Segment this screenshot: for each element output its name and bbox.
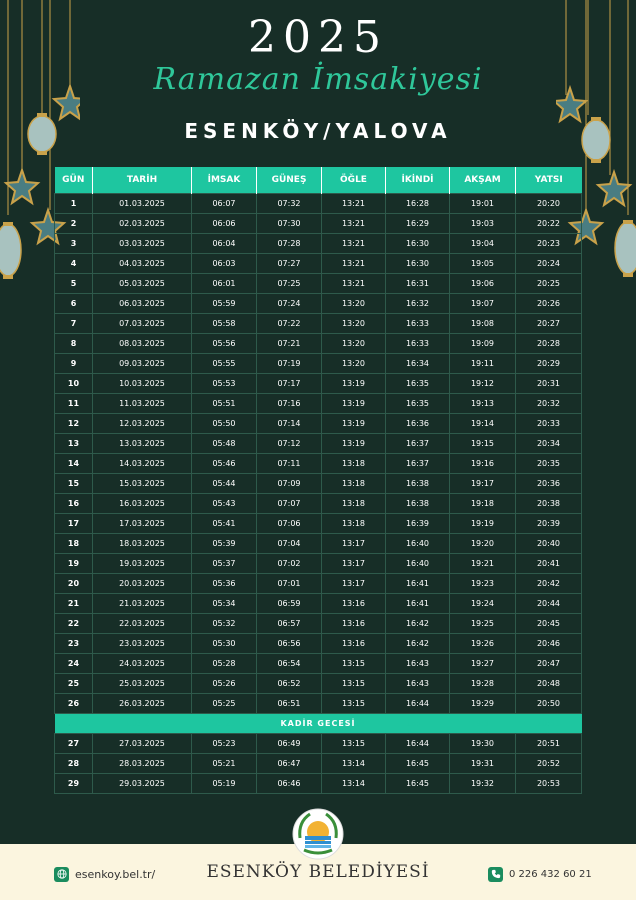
cell-gunes: 06:49 (257, 734, 322, 754)
cell-gun: 23 (55, 634, 93, 654)
cell-ikindi: 16:35 (386, 394, 450, 414)
cell-ogle: 13:15 (322, 654, 386, 674)
cell-yatsi: 20:39 (516, 514, 582, 534)
cell-ogle: 13:18 (322, 514, 386, 534)
cell-gun: 9 (55, 354, 93, 374)
cell-ikindi: 16:29 (386, 214, 450, 234)
table-row (55, 374, 582, 394)
cell-ogle: 13:16 (322, 634, 386, 654)
cell-gun: 7 (55, 314, 93, 334)
cell-aksam: 19:32 (450, 774, 516, 794)
cell-aksam: 19:16 (450, 454, 516, 474)
column-header-gunes: GÜNEŞ (257, 167, 322, 194)
cell-gunes: 07:22 (257, 314, 322, 334)
cell-ogle: 13:18 (322, 454, 386, 474)
cell-gunes: 07:09 (257, 474, 322, 494)
cell-ikindi: 16:33 (386, 314, 450, 334)
cell-aksam: 19:09 (450, 334, 516, 354)
cell-imsak: 05:34 (192, 594, 257, 614)
cell-ikindi: 16:45 (386, 774, 450, 794)
cell-ogle: 13:15 (322, 674, 386, 694)
cell-ogle: 13:16 (322, 614, 386, 634)
cell-gun: 26 (55, 694, 93, 714)
column-header-imsak: İMSAK (192, 167, 257, 194)
cell-gunes: 07:27 (257, 254, 322, 274)
cell-gun: 24 (55, 654, 93, 674)
cell-gun: 6 (55, 294, 93, 314)
cell-tarih: 27.03.2025 (93, 734, 192, 754)
cell-tarih: 01.03.2025 (93, 194, 192, 214)
cell-aksam: 19:05 (450, 254, 516, 274)
prayer-times-table-wrapper (54, 167, 581, 794)
cell-ogle: 13:15 (322, 694, 386, 714)
cell-gunes: 07:32 (257, 194, 322, 214)
cell-imsak: 05:26 (192, 674, 257, 694)
subtitle: Ramazan İmsakiyesi (153, 62, 483, 97)
cell-ogle: 13:21 (322, 254, 386, 274)
cell-imsak: 05:58 (192, 314, 257, 334)
cell-ogle: 13:19 (322, 394, 386, 414)
cell-yatsi: 20:47 (516, 654, 582, 674)
cell-tarih: 03.03.2025 (93, 234, 192, 254)
column-header-aksam: AKŞAM (450, 167, 516, 194)
table-row (55, 414, 582, 434)
cell-yatsi: 20:24 (516, 254, 582, 274)
cell-aksam: 19:18 (450, 494, 516, 514)
cell-imsak: 05:41 (192, 514, 257, 534)
cell-imsak: 06:06 (192, 214, 257, 234)
cell-imsak: 05:48 (192, 434, 257, 454)
column-header-tarih: TARİH (93, 167, 192, 194)
cell-gun: 20 (55, 574, 93, 594)
cell-aksam: 19:01 (450, 194, 516, 214)
table-row (55, 194, 582, 214)
cell-yatsi: 20:38 (516, 494, 582, 514)
cell-gunes: 07:06 (257, 514, 322, 534)
column-header-gun: GÜN (55, 167, 93, 194)
cell-gun: 14 (55, 454, 93, 474)
cell-yatsi: 20:41 (516, 554, 582, 574)
cell-imsak: 05:23 (192, 734, 257, 754)
table-row (55, 334, 582, 354)
cell-gun: 12 (55, 414, 93, 434)
cell-ikindi: 16:40 (386, 554, 450, 574)
cell-imsak: 05:21 (192, 754, 257, 774)
cell-aksam: 19:08 (450, 314, 516, 334)
cell-ikindi: 16:37 (386, 454, 450, 474)
cell-ogle: 13:17 (322, 574, 386, 594)
cell-ikindi: 16:38 (386, 474, 450, 494)
cell-imsak: 05:55 (192, 354, 257, 374)
cell-aksam: 19:06 (450, 274, 516, 294)
cell-tarih: 08.03.2025 (93, 334, 192, 354)
cell-tarih: 21.03.2025 (93, 594, 192, 614)
cell-ikindi: 16:38 (386, 494, 450, 514)
cell-ikindi: 16:44 (386, 694, 450, 714)
cell-gunes: 07:01 (257, 574, 322, 594)
cell-aksam: 19:29 (450, 694, 516, 714)
kadir-gecesi-section (55, 714, 582, 734)
cell-yatsi: 20:32 (516, 394, 582, 414)
cell-yatsi: 20:36 (516, 474, 582, 494)
cell-imsak: 05:39 (192, 534, 257, 554)
cell-ikindi: 16:36 (386, 414, 450, 434)
cell-gunes: 07:16 (257, 394, 322, 414)
cell-gun: 16 (55, 494, 93, 514)
website-text: esenkoy.bel.tr/ (75, 867, 156, 881)
cell-tarih: 25.03.2025 (93, 674, 192, 694)
cell-gunes: 07:02 (257, 554, 322, 574)
cell-tarih: 17.03.2025 (93, 514, 192, 534)
table-row (55, 654, 582, 674)
cell-tarih: 02.03.2025 (93, 214, 192, 234)
table-row (55, 494, 582, 514)
cell-tarih: 05.03.2025 (93, 274, 192, 294)
cell-gunes: 07:30 (257, 214, 322, 234)
cell-imsak: 06:01 (192, 274, 257, 294)
cell-tarih: 13.03.2025 (93, 434, 192, 454)
cell-yatsi: 20:46 (516, 634, 582, 654)
cell-ogle: 13:19 (322, 434, 386, 454)
cell-gun: 4 (55, 254, 93, 274)
cell-tarih: 12.03.2025 (93, 414, 192, 434)
cell-yatsi: 20:50 (516, 694, 582, 714)
table-row (55, 234, 582, 254)
cell-yatsi: 20:51 (516, 734, 582, 754)
cell-gunes: 06:57 (257, 614, 322, 634)
cell-gunes: 07:21 (257, 334, 322, 354)
cell-ikindi: 16:44 (386, 734, 450, 754)
cell-aksam: 19:23 (450, 574, 516, 594)
cell-yatsi: 20:52 (516, 754, 582, 774)
table-row (55, 674, 582, 694)
table-row (55, 314, 582, 334)
table-row (55, 354, 582, 374)
cell-tarih: 15.03.2025 (93, 474, 192, 494)
cell-aksam: 19:26 (450, 634, 516, 654)
cell-aksam: 19:28 (450, 674, 516, 694)
phone-icon (488, 867, 503, 882)
table-body-after (55, 734, 582, 794)
cell-yatsi: 20:48 (516, 674, 582, 694)
cell-gun: 27 (55, 734, 93, 754)
cell-ogle: 13:18 (322, 474, 386, 494)
cell-tarih: 18.03.2025 (93, 534, 192, 554)
cell-ogle: 13:16 (322, 594, 386, 614)
cell-gun: 2 (55, 214, 93, 234)
cell-gunes: 07:17 (257, 374, 322, 394)
cell-imsak: 06:03 (192, 254, 257, 274)
cell-gun: 29 (55, 774, 93, 794)
cell-aksam: 19:11 (450, 354, 516, 374)
cell-gunes: 06:51 (257, 694, 322, 714)
cell-ogle: 13:19 (322, 414, 386, 434)
cell-gunes: 07:25 (257, 274, 322, 294)
year-title: 2025 (248, 12, 388, 63)
cell-yatsi: 20:53 (516, 774, 582, 794)
cell-ikindi: 16:30 (386, 234, 450, 254)
table-row (55, 614, 582, 634)
cell-gunes: 06:59 (257, 594, 322, 614)
cell-tarih: 20.03.2025 (93, 574, 192, 594)
cell-ogle: 13:21 (322, 274, 386, 294)
cell-aksam: 19:03 (450, 214, 516, 234)
cell-aksam: 19:20 (450, 534, 516, 554)
table-row (55, 754, 582, 774)
kadir-gecesi-row (55, 714, 582, 734)
cell-gunes: 06:56 (257, 634, 322, 654)
cell-tarih: 26.03.2025 (93, 694, 192, 714)
cell-tarih: 23.03.2025 (93, 634, 192, 654)
table-row (55, 254, 582, 274)
cell-tarih: 11.03.2025 (93, 394, 192, 414)
cell-aksam: 19:21 (450, 554, 516, 574)
cell-imsak: 05:56 (192, 334, 257, 354)
table-row (55, 514, 582, 534)
cell-gun: 13 (55, 434, 93, 454)
cell-gun: 22 (55, 614, 93, 634)
cell-ogle: 13:14 (322, 754, 386, 774)
cell-imsak: 05:59 (192, 294, 257, 314)
cell-imsak: 05:36 (192, 574, 257, 594)
cell-yatsi: 20:29 (516, 354, 582, 374)
cell-gunes: 06:54 (257, 654, 322, 674)
table-row (55, 454, 582, 474)
cell-ogle: 13:20 (322, 334, 386, 354)
cell-aksam: 19:17 (450, 474, 516, 494)
cell-yatsi: 20:45 (516, 614, 582, 634)
cell-ikindi: 16:39 (386, 514, 450, 534)
cell-yatsi: 20:40 (516, 534, 582, 554)
cell-imsak: 05:32 (192, 614, 257, 634)
cell-gun: 21 (55, 594, 93, 614)
table-row (55, 534, 582, 554)
cell-gun: 1 (55, 194, 93, 214)
cell-yatsi: 20:28 (516, 334, 582, 354)
cell-imsak: 06:04 (192, 234, 257, 254)
cell-ogle: 13:21 (322, 214, 386, 234)
cell-imsak: 05:37 (192, 554, 257, 574)
cell-ogle: 13:20 (322, 294, 386, 314)
cell-gun: 10 (55, 374, 93, 394)
cell-tarih: 19.03.2025 (93, 554, 192, 574)
cell-gunes: 07:04 (257, 534, 322, 554)
cell-tarih: 06.03.2025 (93, 294, 192, 314)
cell-aksam: 19:25 (450, 614, 516, 634)
cell-ikindi: 16:43 (386, 654, 450, 674)
municipality-logo-icon (292, 808, 344, 860)
cell-ikindi: 16:42 (386, 634, 450, 654)
cell-imsak: 05:51 (192, 394, 257, 414)
prayer-times-table (54, 167, 582, 794)
table-row (55, 294, 582, 314)
cell-gun: 11 (55, 394, 93, 414)
city-title: ESENKÖY/YALOVA (184, 119, 452, 143)
cell-imsak: 05:25 (192, 694, 257, 714)
cell-ogle: 13:17 (322, 534, 386, 554)
cell-ogle: 13:20 (322, 314, 386, 334)
cell-imsak: 06:07 (192, 194, 257, 214)
cell-gun: 28 (55, 754, 93, 774)
cell-ikindi: 16:34 (386, 354, 450, 374)
table-body-before (55, 194, 582, 714)
cell-ikindi: 16:42 (386, 614, 450, 634)
cell-aksam: 19:07 (450, 294, 516, 314)
table-header-row (55, 167, 582, 194)
cell-gunes: 07:28 (257, 234, 322, 254)
kadir-gecesi-label: KADİR GECESİ (55, 714, 582, 734)
cell-gunes: 07:19 (257, 354, 322, 374)
cell-ogle: 13:20 (322, 354, 386, 374)
cell-imsak: 05:44 (192, 474, 257, 494)
cell-aksam: 19:19 (450, 514, 516, 534)
cell-yatsi: 20:35 (516, 454, 582, 474)
cell-ikindi: 16:31 (386, 274, 450, 294)
cell-tarih: 14.03.2025 (93, 454, 192, 474)
cell-yatsi: 20:44 (516, 594, 582, 614)
cell-tarih: 10.03.2025 (93, 374, 192, 394)
cell-tarih: 07.03.2025 (93, 314, 192, 334)
cell-ogle: 13:15 (322, 734, 386, 754)
cell-aksam: 19:27 (450, 654, 516, 674)
cell-gunes: 07:14 (257, 414, 322, 434)
cell-yatsi: 20:42 (516, 574, 582, 594)
brand-name: ESENKÖY BELEDİYESİ (206, 862, 430, 882)
cell-yatsi: 20:34 (516, 434, 582, 454)
table-row (55, 274, 582, 294)
cell-ogle: 13:19 (322, 374, 386, 394)
cell-ikindi: 16:43 (386, 674, 450, 694)
cell-aksam: 19:14 (450, 414, 516, 434)
cell-gunes: 07:24 (257, 294, 322, 314)
table-row (55, 594, 582, 614)
cell-yatsi: 20:31 (516, 374, 582, 394)
cell-gunes: 07:12 (257, 434, 322, 454)
cell-yatsi: 20:33 (516, 414, 582, 434)
cell-tarih: 24.03.2025 (93, 654, 192, 674)
cell-ikindi: 16:41 (386, 594, 450, 614)
cell-gun: 18 (55, 534, 93, 554)
table-row (55, 774, 582, 794)
cell-tarih: 29.03.2025 (93, 774, 192, 794)
cell-imsak: 05:19 (192, 774, 257, 794)
cell-gun: 5 (55, 274, 93, 294)
cell-imsak: 05:43 (192, 494, 257, 514)
cell-gun: 3 (55, 234, 93, 254)
table-row (55, 734, 582, 754)
cell-gunes: 07:07 (257, 494, 322, 514)
cell-gunes: 06:52 (257, 674, 322, 694)
table-row (55, 394, 582, 414)
cell-tarih: 28.03.2025 (93, 754, 192, 774)
cell-ogle: 13:21 (322, 234, 386, 254)
cell-ogle: 13:14 (322, 774, 386, 794)
cell-tarih: 16.03.2025 (93, 494, 192, 514)
cell-tarih: 04.03.2025 (93, 254, 192, 274)
cell-yatsi: 20:27 (516, 314, 582, 334)
table-row (55, 634, 582, 654)
cell-aksam: 19:24 (450, 594, 516, 614)
cell-aksam: 19:30 (450, 734, 516, 754)
cell-gun: 25 (55, 674, 93, 694)
cell-yatsi: 20:23 (516, 234, 582, 254)
cell-aksam: 19:12 (450, 374, 516, 394)
column-header-yatsi: YATSI (516, 167, 582, 194)
cell-ogle: 13:18 (322, 494, 386, 514)
cell-ikindi: 16:37 (386, 434, 450, 454)
cell-yatsi: 20:22 (516, 214, 582, 234)
cell-yatsi: 20:20 (516, 194, 582, 214)
cell-ogle: 13:17 (322, 554, 386, 574)
cell-ikindi: 16:28 (386, 194, 450, 214)
cell-ogle: 13:21 (322, 194, 386, 214)
cell-imsak: 05:28 (192, 654, 257, 674)
cell-tarih: 09.03.2025 (93, 354, 192, 374)
cell-ikindi: 16:30 (386, 254, 450, 274)
cell-gunes: 07:11 (257, 454, 322, 474)
table-row (55, 694, 582, 714)
cell-imsak: 05:46 (192, 454, 257, 474)
cell-ikindi: 16:45 (386, 754, 450, 774)
cell-imsak: 05:30 (192, 634, 257, 654)
cell-gun: 8 (55, 334, 93, 354)
cell-ikindi: 16:32 (386, 294, 450, 314)
cell-ikindi: 16:35 (386, 374, 450, 394)
table-row (55, 554, 582, 574)
cell-aksam: 19:04 (450, 234, 516, 254)
cell-imsak: 05:53 (192, 374, 257, 394)
cell-gun: 17 (55, 514, 93, 534)
cell-imsak: 05:50 (192, 414, 257, 434)
cell-gunes: 06:47 (257, 754, 322, 774)
cell-gun: 15 (55, 474, 93, 494)
cell-ikindi: 16:41 (386, 574, 450, 594)
column-header-ikindi: İKİNDİ (386, 167, 450, 194)
cell-aksam: 19:15 (450, 434, 516, 454)
cell-gunes: 06:46 (257, 774, 322, 794)
phone-link[interactable] (488, 866, 592, 882)
table-row (55, 434, 582, 454)
table-row (55, 474, 582, 494)
column-header-ogle: ÖĞLE (322, 167, 386, 194)
cell-aksam: 19:31 (450, 754, 516, 774)
cell-yatsi: 20:25 (516, 274, 582, 294)
cell-tarih: 22.03.2025 (93, 614, 192, 634)
cell-ikindi: 16:40 (386, 534, 450, 554)
cell-aksam: 19:13 (450, 394, 516, 414)
cell-yatsi: 20:26 (516, 294, 582, 314)
cell-ikindi: 16:33 (386, 334, 450, 354)
cell-gun: 19 (55, 554, 93, 574)
table-row (55, 574, 582, 594)
table-row (55, 214, 582, 234)
phone-text: 0 226 432 60 21 (509, 868, 592, 880)
